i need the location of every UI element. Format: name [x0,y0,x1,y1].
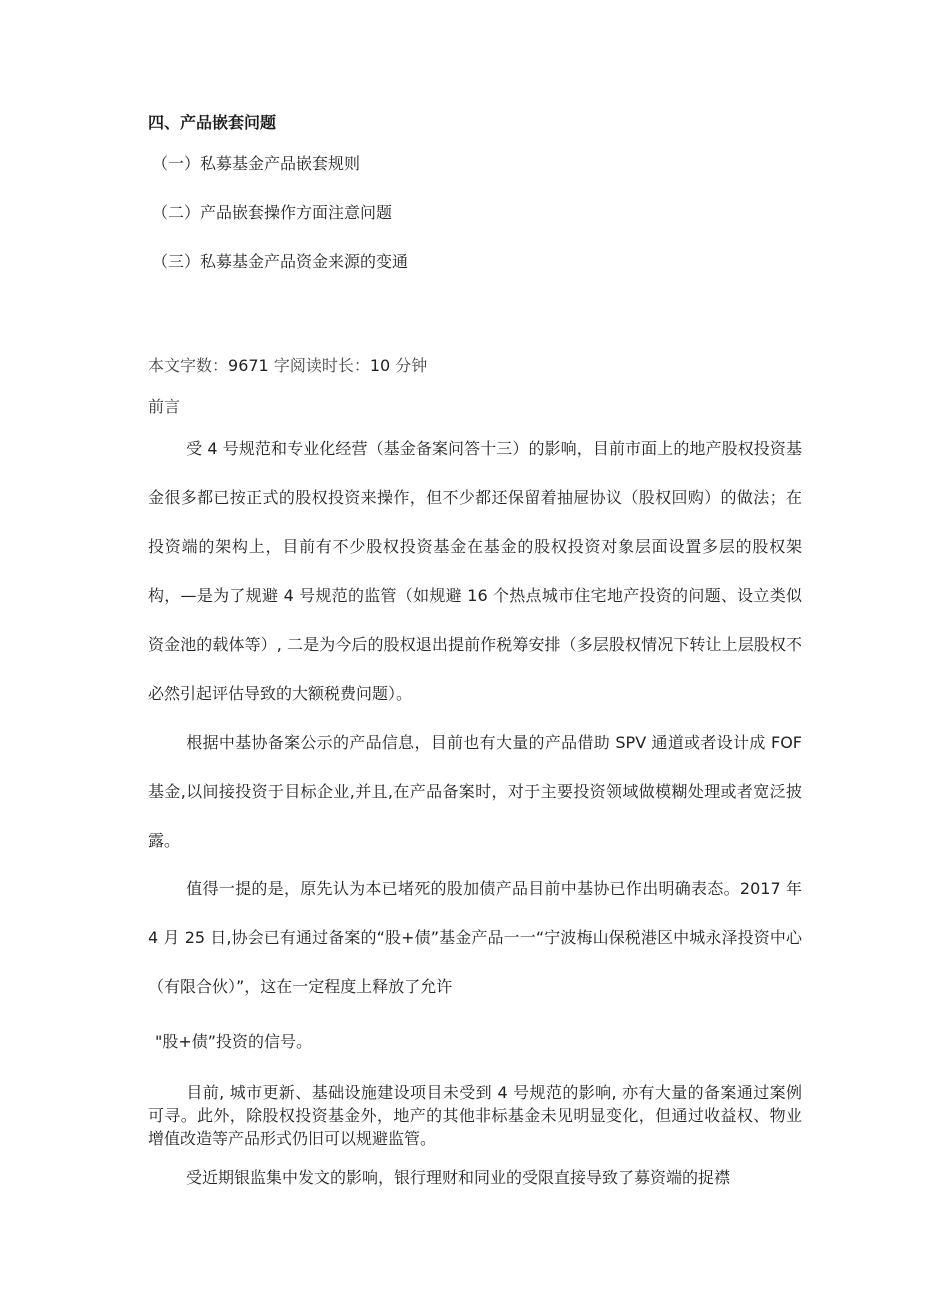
body-paragraph [148,424,802,718]
preface-title: 前言 [148,397,181,416]
body-paragraph [148,1081,802,1150]
paragraph-text: 根据中基协备案公示的产品信息，目前也有大量的产品借助 SPV 通道或者设计成 FOF 基金,以间接投资于目标企业,并且,在产品备案时，对于主要投资领域做模糊处理或者宽泛披露。 [148,733,802,850]
toc-item-2: （二）产品嵌套操作方面注意问题 [152,203,393,222]
reading-time-label: 字阅读时长： [273,356,370,375]
body-paragraph [148,1166,802,1189]
reading-time-unit: 分钟 [395,356,428,375]
body-paragraph [148,864,802,1011]
paragraph-text: 目前, 城市更新、基础设施建设项目未受到 4 号规范的影响, 亦有大量的备案通过案例可寻。此外，除股权投资基金外，地产的其他非标基金未见明显变化，但通过收益权、物业增值改造等产品形式仍旧可以规避监管。 [148,1083,802,1148]
toc-item-3: （三）私募基金产品资金来源的变通 [152,252,409,271]
toc-item-1: （一）私募基金产品嵌套规则 [152,154,361,173]
paragraph-text: 值得一提的是，原先认为本已堵死的股加债产品目前中基协已作出明确表态。2017 年 4 月 25 日,协会已有通过备案的“股+债”基金产品一一“宁波梅山保税港区中城永泽投资中心（有限合伙）”，这在一定程度上释放了允许 [148,879,802,996]
body-paragraph-continuation [155,1030,809,1053]
word-count-label: 本文字数： [148,356,229,375]
paragraph-text: 受近期银监集中发文的影响，银行理财和同业的受限直接导致了募资端的捉襟 [186,1168,731,1187]
reading-meta [148,355,427,377]
paragraph-text: "股+债”投资的信号。 [155,1032,313,1051]
reading-time-value: 10 [369,356,391,375]
body-paragraph [148,718,802,865]
paragraph-text: 受 4 号规范和专业化经营（基金备案问答十三）的影响，目前市面上的地产股权投资基金很多都已按正式的股权投资来操作，但不少都还保留着抽屉协议（股权回购）的做法；在投资端的架构上，目前有不少股权投资基金在基金的股权投资对象层面设置多层的股权架构，—是为了规避 4 号规范的监管（如规避 16 个热点城市住宅地产投资的问题、设立类似资金池的载体等）, 二是为今后的股权退出提前作税筹安排（多层股权情况下转让上层股权不必然引起评估导致的大额税费问题）。 [148,439,802,703]
section-heading: 四、产品嵌套问题 [148,113,277,132]
word-count-value: 9671 [228,356,269,375]
